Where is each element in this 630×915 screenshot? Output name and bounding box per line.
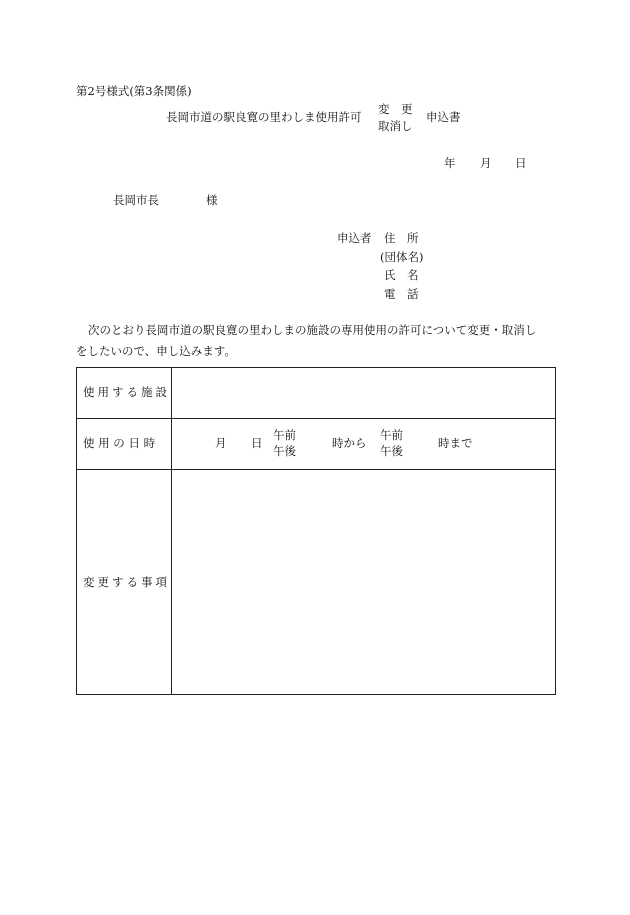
applicant-address-label: 住 所 xyxy=(384,231,419,245)
title-main: 長岡市道の駅良寛の里わしま使用許可 xyxy=(166,110,362,124)
facility-input-cell[interactable] xyxy=(172,368,555,418)
applicant-label: 申込者 xyxy=(337,231,372,245)
title-option-change: 変 更 xyxy=(378,102,413,116)
datetime-day-label: 日 xyxy=(251,436,263,450)
datetime-month-label: 月 xyxy=(215,436,227,450)
title-option-cancel: 取消し xyxy=(378,119,413,133)
row-label-facility: 使用する施設 xyxy=(83,385,170,399)
addressee-name: 長岡市長 xyxy=(113,193,159,207)
date-day: 日 xyxy=(515,156,527,170)
title-suffix: 申込書 xyxy=(426,110,461,124)
body-text-line2: をしたいので、申し込みます。 xyxy=(76,344,236,358)
changes-input-cell[interactable] xyxy=(172,470,555,694)
datetime-until-label: 時まで xyxy=(438,436,473,450)
datetime-input-cell[interactable] xyxy=(172,419,555,469)
datetime-from-label: 時から xyxy=(332,436,367,450)
row-label-changes: 変更する事項 xyxy=(83,575,170,589)
applicant-phone-label: 電 話 xyxy=(384,287,419,301)
applicant-name-label: 氏 名 xyxy=(384,268,419,282)
datetime-start-pm-label: 午後 xyxy=(273,444,296,458)
date-year: 年 xyxy=(444,156,456,170)
body-text-line1: 次のとおり長岡市道の駅良寛の里わしまの施設の専用使用の許可について変更・取消し xyxy=(88,323,537,337)
addressee-honorific: 様 xyxy=(206,193,218,207)
datetime-end-pm-label: 午後 xyxy=(380,444,403,458)
application-table xyxy=(76,367,556,695)
applicant-organization-label: (団体名) xyxy=(380,250,424,264)
form-number: 第2号様式(第3条関係) xyxy=(76,84,192,98)
datetime-end-am-label: 午前 xyxy=(380,428,403,442)
row-label-datetime: 使 用 の 日 時 xyxy=(83,436,156,450)
date-month: 月 xyxy=(480,156,492,170)
datetime-start-am-label: 午前 xyxy=(273,428,296,442)
